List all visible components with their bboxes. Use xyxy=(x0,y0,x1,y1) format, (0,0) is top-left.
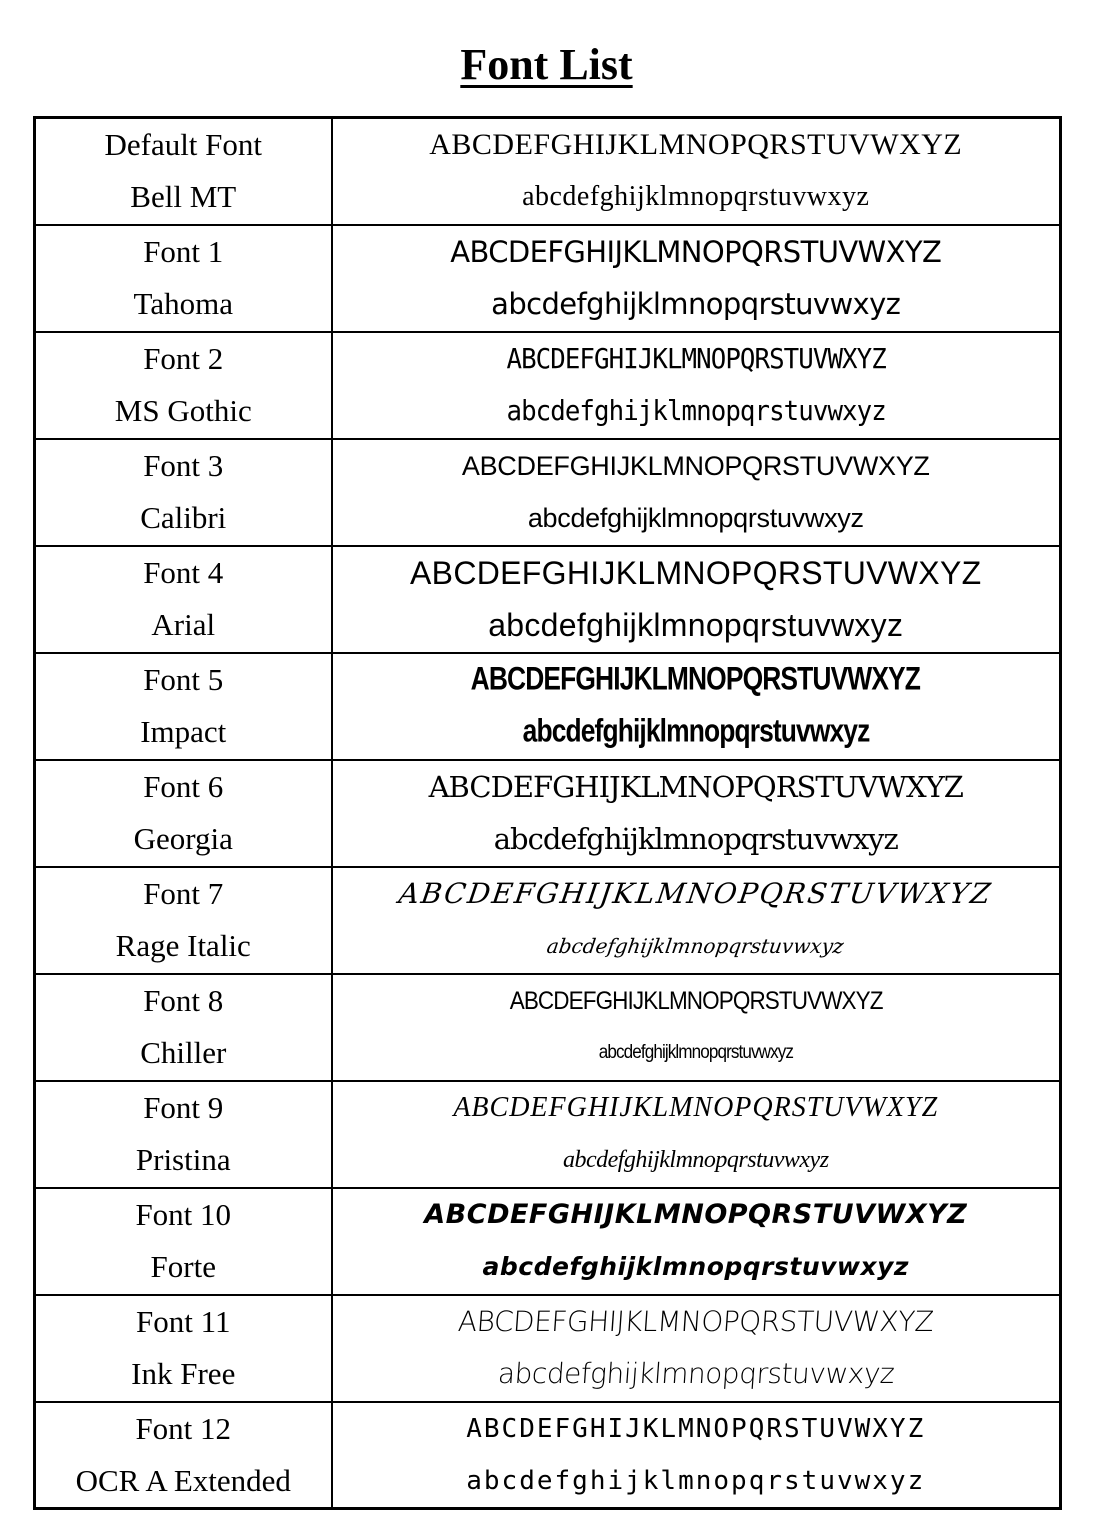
font-name-label: Ink Free xyxy=(131,1356,236,1392)
uppercase-sample: ABCDEFGHIJKLMNOPQRSTUVWXYZ xyxy=(453,1091,939,1123)
uppercase-sample: ABCDEFGHIJKLMNOPQRSTUVWXYZ xyxy=(410,554,982,591)
font-label-cell xyxy=(35,332,332,439)
font-label-cell xyxy=(35,439,332,546)
lowercase-sample: abcdefghijklmnopqrstuvwxyz xyxy=(545,934,846,959)
table-row xyxy=(35,1188,1061,1295)
uppercase-sample: ABCDEFGHIJKLMNOPQRSTUVWXYZ xyxy=(456,1304,935,1338)
font-number-label: Font 4 xyxy=(143,554,224,590)
font-label-cell xyxy=(35,225,332,332)
font-number-label: Font 1 xyxy=(143,233,224,269)
table-row xyxy=(35,225,1061,332)
font-number-label: Font 2 xyxy=(143,340,224,376)
uppercase-sample: ABCDEFGHIJKLMNOPQRSTUVWXYZ xyxy=(429,128,963,162)
font-number-label: Font 10 xyxy=(135,1196,232,1232)
font-sample-cell xyxy=(332,332,1061,439)
lowercase-sample: abcdefghijklmnopqrstuvwxyz xyxy=(527,503,864,534)
font-sample-cell xyxy=(332,760,1061,867)
font-label-cell xyxy=(35,1081,332,1188)
font-number-label: Font 7 xyxy=(143,875,224,911)
table-row xyxy=(35,653,1061,760)
lowercase-sample: abcdefghijklmnopqrstuvwxyz xyxy=(493,822,898,857)
font-name-label: Georgia xyxy=(133,821,233,857)
font-name-label: Arial xyxy=(151,607,216,643)
uppercase-sample: ABCDEFGHIJKLMNOPQRSTUVWXYZ xyxy=(428,769,963,804)
font-sample-cell xyxy=(332,1295,1061,1402)
table-row xyxy=(35,1295,1061,1402)
font-number-label: Default Font xyxy=(104,127,263,163)
font-name-label: Chiller xyxy=(140,1035,227,1071)
font-number-label: Font 11 xyxy=(136,1303,231,1339)
font-label-cell xyxy=(35,867,332,974)
uppercase-sample: ABCDEFGHIJKLMNOPQRSTUVWXYZ xyxy=(450,234,942,269)
font-sample-cell xyxy=(332,546,1061,653)
font-number-label: Font 12 xyxy=(135,1410,232,1446)
lowercase-sample: abcdefghijklmnopqrstuvwxyz xyxy=(488,607,904,644)
table-row xyxy=(35,1081,1061,1188)
font-label-cell xyxy=(35,118,332,225)
lowercase-sample: abcdefghijklmnopqrstuvwxyz xyxy=(522,181,870,213)
font-name-label: Rage Italic xyxy=(115,928,251,964)
table-row xyxy=(35,332,1061,439)
font-sample-cell xyxy=(332,439,1061,546)
font-sample-cell xyxy=(332,1402,1061,1509)
font-label-cell xyxy=(35,1295,332,1402)
font-sample-cell xyxy=(332,118,1061,225)
lowercase-sample: abcdefghijklmnopqrstuvwxyz xyxy=(598,1042,793,1064)
uppercase-sample: ABCDEFGHIJKLMNOPQRSTUVWXYZ xyxy=(397,876,995,910)
font-name-label: MS Gothic xyxy=(114,393,252,429)
lowercase-sample: abcdefghijklmnopqrstuvwxyz xyxy=(522,713,870,750)
font-name-label: Pristina xyxy=(135,1142,231,1178)
uppercase-sample: ABCDEFGHIJKLMNOPQRSTUVWXYZ xyxy=(506,341,886,375)
font-number-label: Font 9 xyxy=(143,1089,224,1125)
font-sample-cell xyxy=(332,867,1061,974)
font-name-label: Bell MT xyxy=(130,179,237,215)
font-label-cell xyxy=(35,546,332,653)
font-name-label: Tahoma xyxy=(133,286,233,322)
lowercase-sample: abcdefghijklmnopqrstuvwxyz xyxy=(491,287,901,322)
table-row xyxy=(35,760,1061,867)
font-name-label: Forte xyxy=(150,1249,216,1285)
font-number-label: Font 3 xyxy=(143,447,224,483)
font-sample-cell xyxy=(332,1188,1061,1295)
font-sample-cell xyxy=(332,1081,1061,1188)
font-name-label: Calibri xyxy=(140,500,227,536)
font-sample-cell xyxy=(332,974,1061,1081)
lowercase-sample: abcdefghijklmnopqrstuvwxyz xyxy=(506,394,886,428)
uppercase-sample: ABCDEFGHIJKLMNOPQRSTUVWXYZ xyxy=(424,1198,968,1230)
uppercase-sample: ABCDEFGHIJKLMNOPQRSTUVWXYZ xyxy=(461,450,930,481)
font-label-cell xyxy=(35,1402,332,1509)
page-title: Font List xyxy=(460,40,633,89)
font-label-cell xyxy=(35,1188,332,1295)
font-label-cell xyxy=(35,974,332,1081)
font-number-label: Font 6 xyxy=(143,768,224,804)
font-label-cell xyxy=(35,760,332,867)
table-row xyxy=(35,867,1061,974)
table-row xyxy=(35,118,1061,225)
table-row xyxy=(35,439,1061,546)
font-name-label: Impact xyxy=(140,714,227,750)
font-label-cell xyxy=(35,653,332,760)
font-name-label: OCR A Extended xyxy=(75,1462,291,1498)
uppercase-sample: ABCDEFGHIJKLMNOPQRSTUVWXYZ xyxy=(471,661,921,698)
font-list-table xyxy=(33,116,1062,1510)
lowercase-sample: abcdefghijklmnopqrstuvwxyz xyxy=(496,1357,896,1391)
uppercase-sample: ABCDEFGHIJKLMNOPQRSTUVWXYZ xyxy=(466,1413,926,1444)
lowercase-sample: abcdefghijklmnopqrstuvwxyz xyxy=(482,1252,909,1282)
table-row xyxy=(35,546,1061,653)
lowercase-sample: abcdefghijklmnopqrstuvwxyz xyxy=(562,1147,829,1174)
font-sample-cell xyxy=(332,225,1061,332)
font-number-label: Font 8 xyxy=(143,982,224,1018)
font-sample-cell xyxy=(332,653,1061,760)
lowercase-sample: abcdefghijklmnopqrstuvwxyz xyxy=(466,1465,926,1496)
table-row xyxy=(35,1402,1061,1509)
uppercase-sample: ABCDEFGHIJKLMNOPQRSTUVWXYZ xyxy=(509,986,883,1015)
table-row xyxy=(35,974,1061,1081)
font-number-label: Font 5 xyxy=(143,661,224,697)
